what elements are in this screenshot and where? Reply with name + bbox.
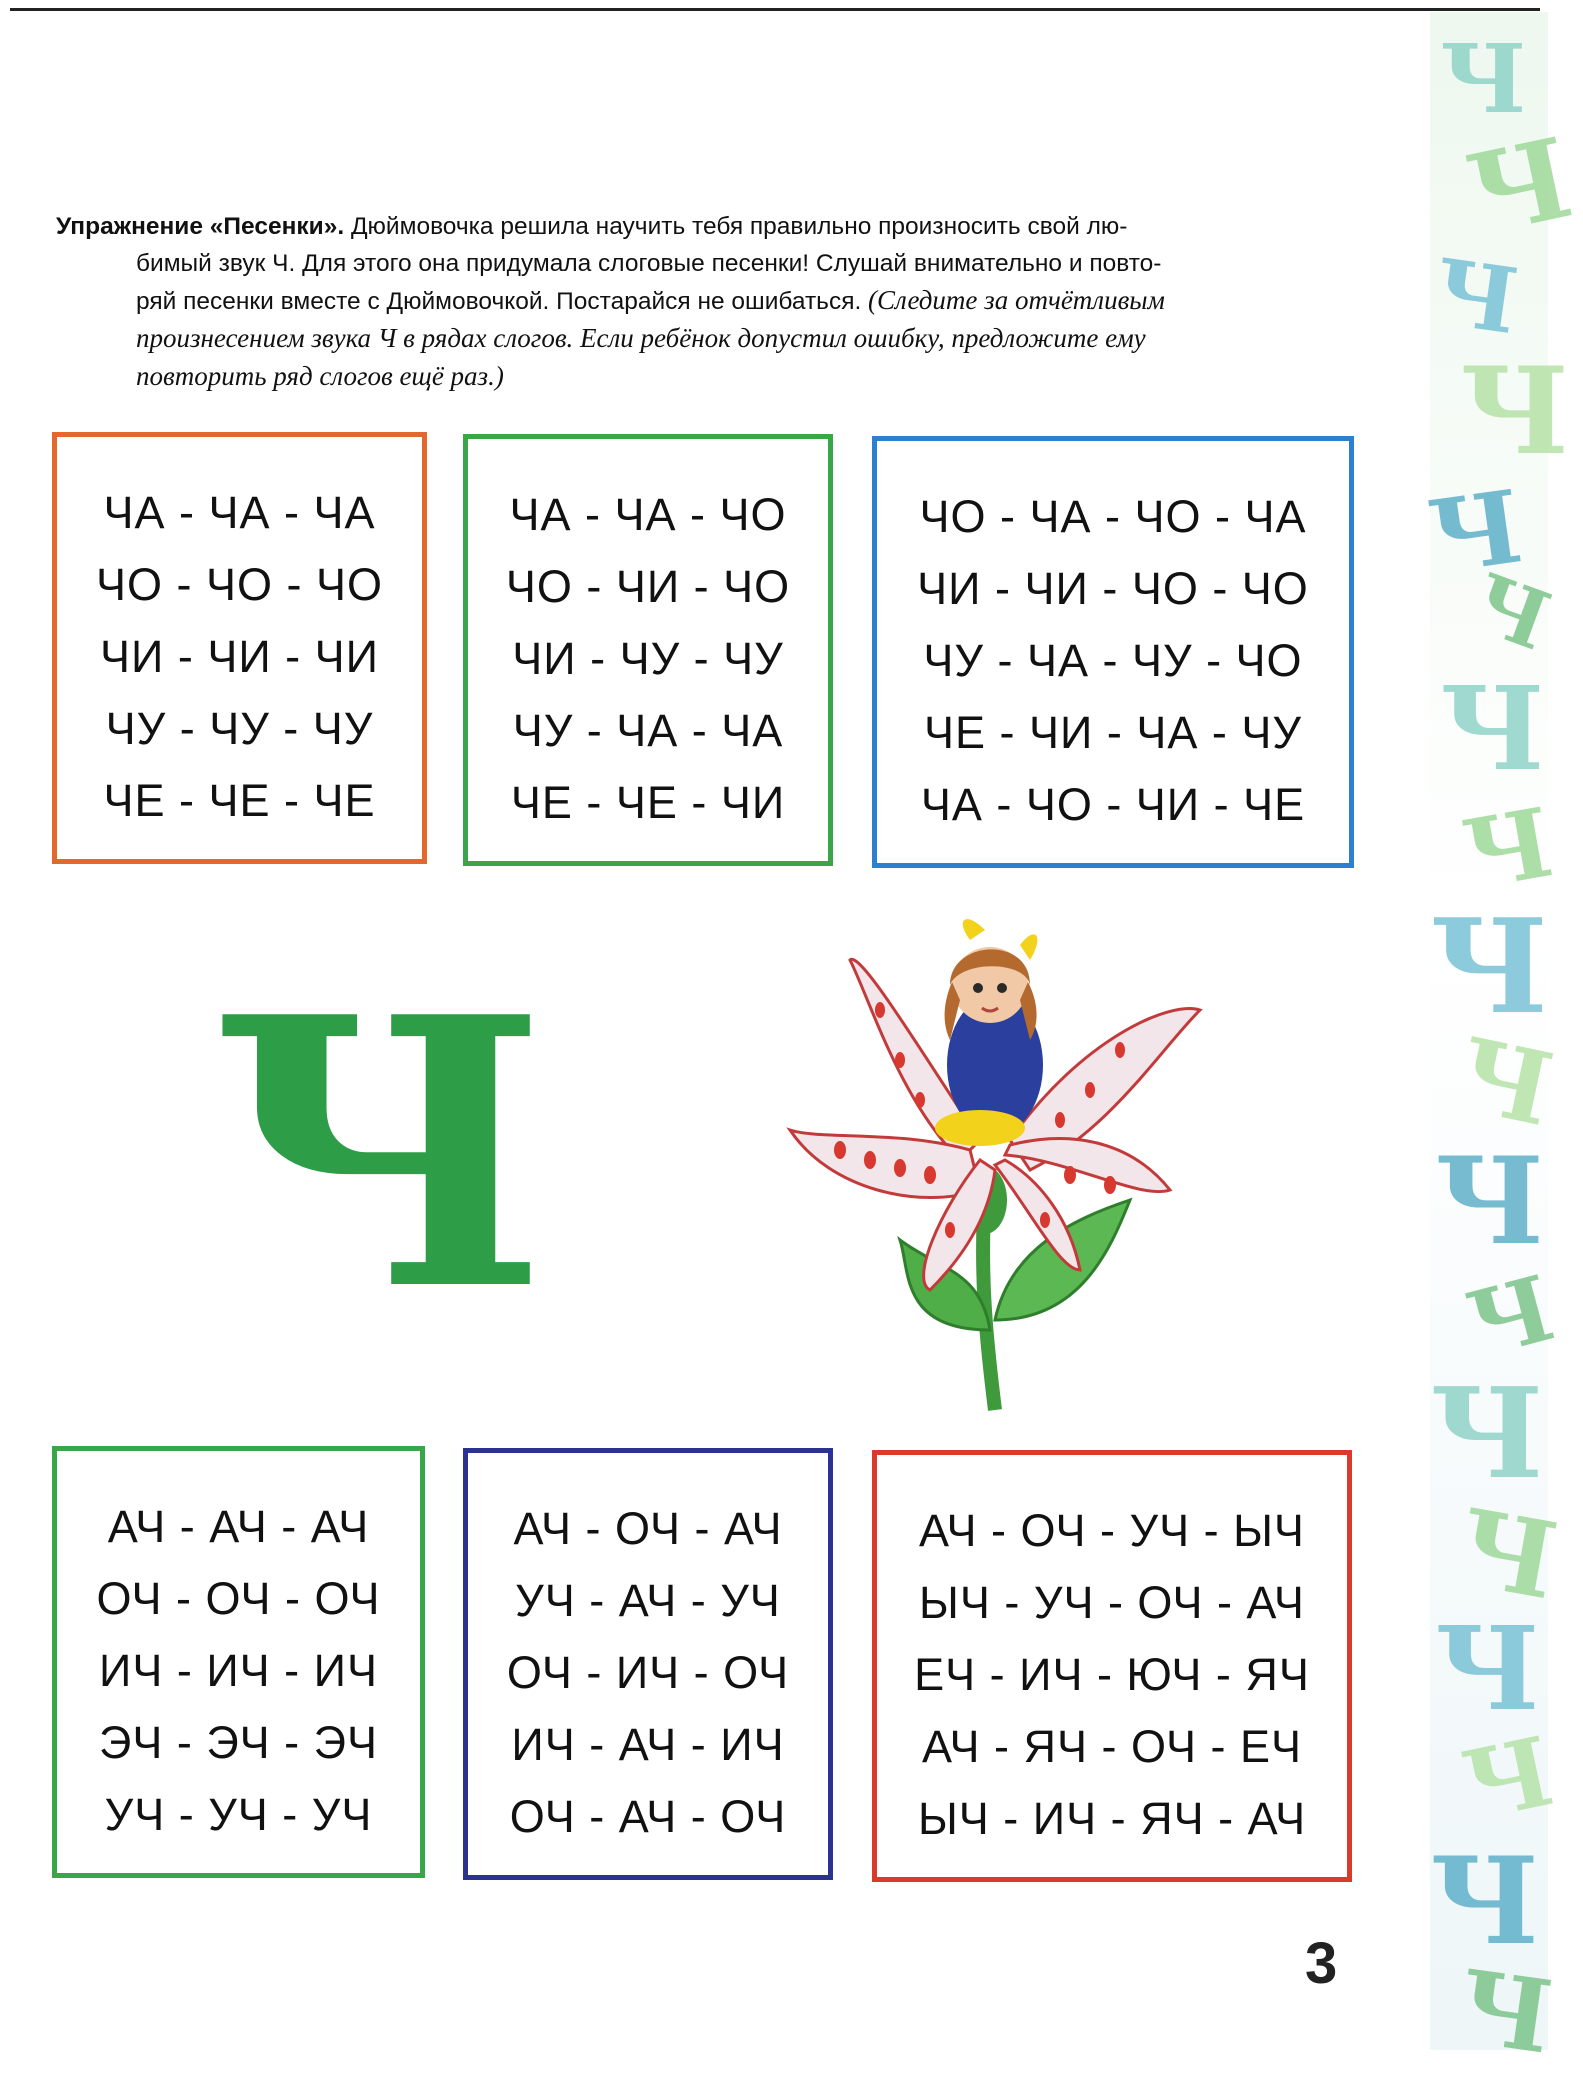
big-letter-che: Ч [211,938,549,1372]
syllable-row: ЧА - ЧА - ЧА [103,487,376,538]
syllable-box-bottom-1 [52,1446,425,1878]
decorative-che-letter: Ч [1457,112,1583,261]
decorative-che-letter: Ч [1448,1014,1563,1150]
instructions-line-1: Упражнение «Песенки». Дюймовочка решила научить тебя правильно произносить свой лю- [56,213,1128,240]
syllable-row: ЧЕ - ЧЕ - ЧИ [510,777,786,828]
syllable-row: ЧА - ЧА - ЧО [509,489,787,540]
syllable-row: ЧО - ЧА - ЧО - ЧА [919,491,1307,542]
syllable-row: ЧИ - ЧИ - ЧИ [100,631,379,682]
syllable-row: ЧИ - ЧУ - ЧУ [512,633,784,684]
syllable-row: ЫЧ - ИЧ - ЯЧ - АЧ [917,1793,1307,1844]
syllable-row: ОЧ - ОЧ - ОЧ [96,1573,381,1624]
syllable-row: УЧ - АЧ - УЧ [515,1575,781,1626]
decorative-che-letter: Ч [1440,662,1546,797]
syllable-row: ЧУ - ЧУ - ЧУ [105,703,374,754]
syllable-box-bottom-3 [872,1450,1352,1882]
syllable-row: УЧ - УЧ - УЧ [104,1789,373,1840]
decorative-che-letter: Ч [1430,1831,1540,1972]
syllable-row: ИЧ - ИЧ - ИЧ [99,1645,378,1696]
decorative-letter-strip [1422,12,1583,2077]
decorative-che-letter: Ч [1450,1484,1566,1624]
decorative-che-letter: Ч [1428,238,1525,356]
decorative-che-letter: Ч [1456,787,1561,912]
syllable-row: ОЧ - АЧ - ОЧ [509,1791,787,1842]
syllable-row: ОЧ - ИЧ - ОЧ [506,1647,790,1698]
decorative-che-letter: Ч [1461,555,1562,669]
syllable-row: ЧО - ЧИ - ЧО [505,561,791,612]
syllable-row: ЧИ - ЧИ - ЧО - ЧО [917,563,1309,614]
page-number: 3 [1305,1931,1338,1996]
syllable-box-bottom-2 [463,1448,833,1880]
instructions-line-5: повторить ряд слогов ещё раз.) [136,361,504,391]
syllable-box-top-3 [872,436,1354,868]
syllable-row: АЧ - АЧ - АЧ [107,1501,370,1552]
syllable-row: ЧЕ - ЧИ - ЧА - ЧУ [924,707,1302,758]
syllable-row: ЧУ - ЧА - ЧА [512,705,784,756]
syllable-row: ЫЧ - УЧ - ОЧ - АЧ [919,1577,1305,1628]
decorative-che-letter: Ч [1440,24,1527,135]
syllable-row: ЧЕ - ЧЕ - ЧЕ [103,775,376,826]
syllable-box-top-2 [463,434,833,866]
syllable-row: ЭЧ - ЭЧ - ЭЧ [99,1717,378,1768]
syllable-row: АЧ - ОЧ - АЧ [513,1503,783,1554]
syllable-row: ЧО - ЧО - ЧО [96,559,383,610]
decorative-che-letter: Ч [1430,1361,1545,1507]
syllable-row: ЕЧ - ИЧ - ЮЧ - ЯЧ [914,1649,1310,1700]
decorative-che-letter: Ч [1430,890,1549,1043]
instructions-line-2: бимый звук Ч. Для этого она придумала слоговые песенки! Слушай внимательно и повто- [136,250,1162,277]
syllable-row: АЧ - ОЧ - УЧ - ЫЧ [919,1505,1305,1556]
exercise-title: Упражнение «Песенки». [56,213,345,240]
syllable-row: АЧ - ЯЧ - ОЧ - ЕЧ [922,1721,1302,1772]
syllable-row: ИЧ - АЧ - ИЧ [511,1719,785,1770]
decorative-che-letter: Ч [1454,1716,1563,1843]
instructions-line-3: ряй песенки вместе с Дюймовочкой. Постарайся не ошибаться. (Следите за отчётливым [136,285,1165,315]
instructions-line-4: произнесением звука Ч в рядах слогов. Если ребёнок допустил ошибку, предложите ему [136,323,1146,353]
decorative-che-letter: Ч [1457,1255,1565,1379]
decorative-che-letter: Ч [1452,1947,1560,2077]
decorative-che-letter: Ч [1460,341,1570,482]
syllable-row: ЧУ - ЧА - ЧУ - ЧО [923,635,1303,686]
syllable-box-top-1 [52,432,427,864]
decorative-che-letter: Ч [1435,1602,1541,1737]
syllable-row: ЧА - ЧО - ЧИ - ЧЕ [920,779,1306,830]
top-rule [10,8,1540,11]
exercise-instructions [56,208,1356,396]
decorative-che-letter: Ч [1435,1131,1545,1272]
girl-in-flower-illustration [780,890,1200,1420]
decorative-che-letter: Ч [1422,467,1530,597]
